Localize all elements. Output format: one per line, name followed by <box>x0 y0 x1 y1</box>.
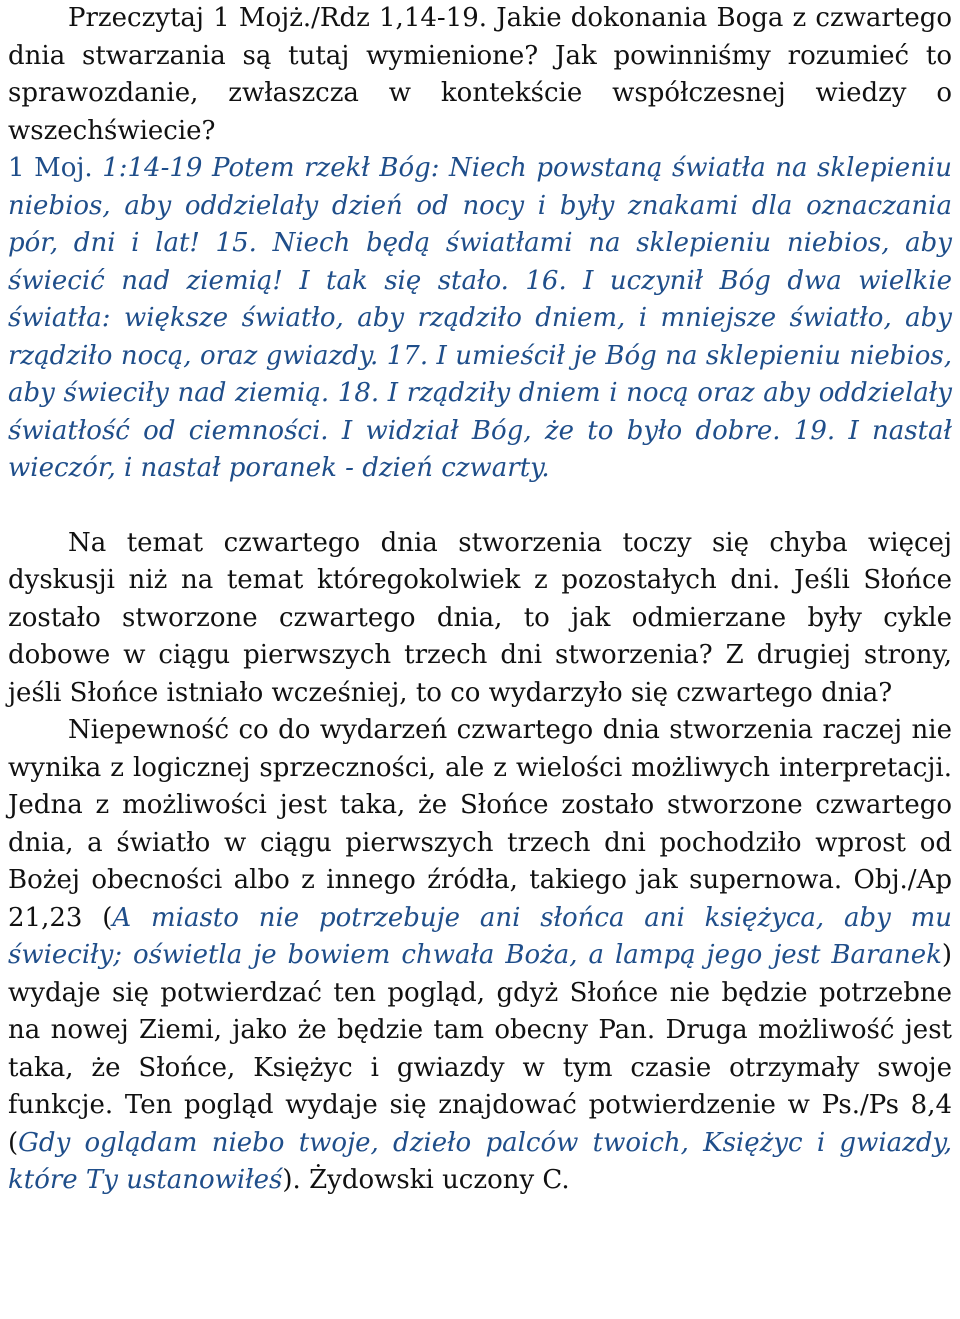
scripture-reference: 1 Moj. <box>8 153 93 183</box>
paragraph-2-part-a: Niepewność co do wydarzeń czwartego dnia stworzenia raczej nie wynika z logicznej sprzeczności, ale z wielości możliwych interpretacji. Jedna z możliwości jest taka, że Słońce zostało stworzone czwartego dnia, a światło w ciągu pierwszych trzech dni pochodziło wprost od Bożej obecności albo z innego źródła, takiego jak supernowa. Obj./Ap 21,23 ( <box>8 715 952 933</box>
intro-question: Przeczytaj 1 Mojż./Rdz 1,14-19. Jakie dokonania Boga z czwartego dnia stwarzania są tutaj wymienione? Jak powinniśmy rozumieć to sprawozdanie, zwłaszcza w kontekście współczesnej wiedzy o wszechświecie? <box>8 3 952 146</box>
paragraph-1: Na temat czwartego dnia stworzenia toczy się chyba więcej dyskusji niż na temat któregokolwiek z pozostałych dni. Jeśli Słońce zostało stworzone czwartego dnia, to jak odmierzane były cykle dobowe w ciągu pierwszych trzech dni stworzenia? Z drugiej strony, jeśli Słońce istniało wcześniej, to co wydarzyło się czwartego dnia? <box>8 527 952 708</box>
paragraph-2-part-c: ). Żydowski uczony C. <box>282 1165 570 1195</box>
scripture-text: 1:14-19 Potem rzekł Bóg: Niech powstaną światła na sklepieniu niebios, aby oddzielały dzień od nocy i były znakami dla oznaczania pór, dni i lat! 15. Niech będą światłami na sklepieniu niebios, aby świecić nad ziemią! I tak się stało. 16. I uczynił Bóg dwa wielkie światła: większe światło, aby rządziło dniem, i mniejsze światło, aby rządziło nocą, oraz gwiazdy. 17. I umieścił je Bóg na sklepieniu niebios, aby świeciły nad ziemią. 18. I rządziły dniem i nocą oraz aby oddzielały światłość od ciemności. I widział Bóg, że to było dobre. 19. I nastał wieczór, i nastał poranek - dzień czwarty. <box>8 153 952 483</box>
paragraph-2-part-b: ) wydaje się potwierdzać ten pogląd, gdyż Słońce nie będzie potrzebne na nowej Ziemi, jako że będzie tam obecny Pan. Druga możliwość jest taka, że Słońce, Księżyc i gwiazdy w tym czasie otrzymały swoje funkcje. Ten pogląd wydaje się znajdować potwierdzenie w Ps./Ps 8,4 ( <box>8 940 952 1158</box>
paragraph-2 <box>8 712 952 1200</box>
psalm-quote: Gdy oglądam niebo twoje, dzieło palców twoich, Księżyc i gwiazdy, które Ty ustanowiłeś <box>8 1127 952 1195</box>
revelation-quote: A miasto nie potrzebuje ani słońca ani księżyca, aby mu świeciły; oświetla je bowiem chwała Boża, a lampą jego jest Baranek <box>8 902 953 970</box>
scripture-passage <box>8 150 952 488</box>
paragraph-gap <box>8 488 952 525</box>
document-page <box>8 0 952 1200</box>
